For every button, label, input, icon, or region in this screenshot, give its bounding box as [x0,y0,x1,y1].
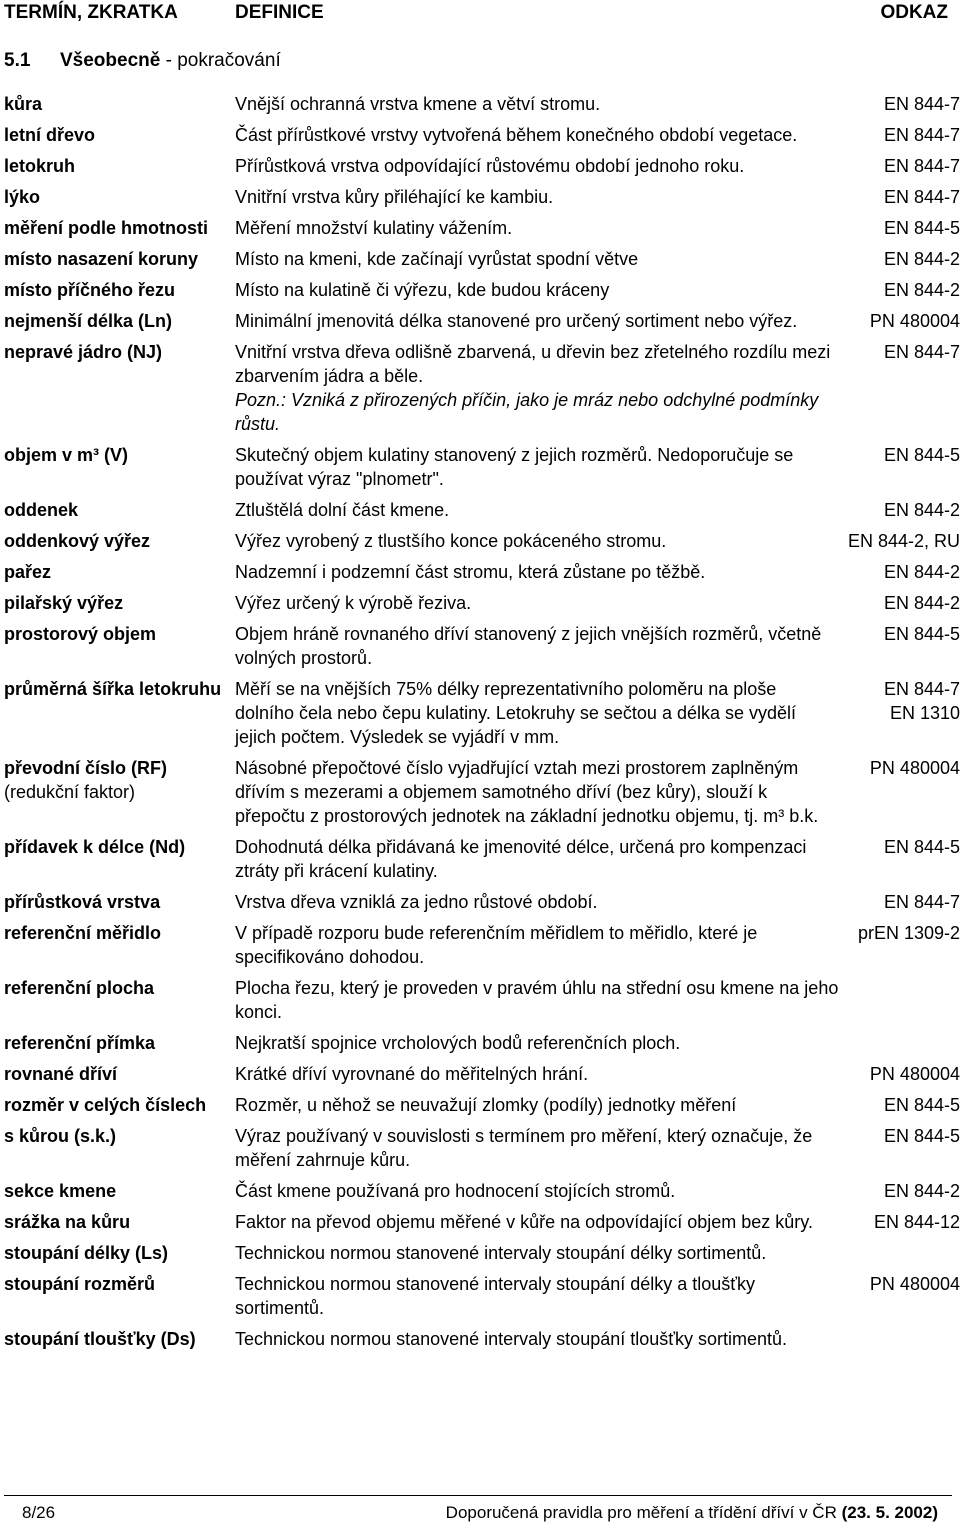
entry-term-text: přídavek k délce (Nd) [4,837,186,857]
entry-reference: EN 844-2 [883,249,960,269]
entry-definition [235,1062,840,1086]
entry-reference: EN 844-7 EN 1310 [883,679,960,723]
entry-definition-text: Rozměr, u něhož se neuvažují zlomky (podíly) jednotky měření [235,1095,737,1115]
entry-definition-text: Výřez vyrobený z tlustšího konce pokáceného stromu. [235,531,667,551]
glossary-entry [0,1241,960,1265]
entry-term-text: stoupání délky (Ls) [4,1243,169,1263]
entry-term-text: převodní číslo (RF) [4,758,168,778]
entry-reference: EN 844-2 [883,280,960,300]
glossary-entry [0,278,960,302]
header-definition: DEFINICE [235,2,324,23]
entry-definition-text: Ztluštělá dolní část kmene. [235,500,450,520]
entry-definition-text: Plocha řezu, který je proveden v pravém úhlu na střední osu kmene na jeho konci. [235,978,839,1022]
entry-term-text: letní dřevo [4,125,96,145]
entry-term [4,921,229,945]
header-reference: ODKAZ [880,2,948,23]
footer-divider [4,1495,952,1496]
entry-term [4,890,229,914]
entry-reference: EN 844-2 [883,1181,960,1201]
glossary-entry [0,921,960,969]
entry-definition-text: Násobné přepočtové číslo vyjadřující vztah mezi prostorem zaplněným dřívím s mezerami a objemem samotného dříví (bez kůry), slouží k přepočtu z prostorových jednotek na základní jednotku objemu, tj. m³ b.k. [235,758,819,826]
entry-term-text: s kůrou (s.k.) [4,1126,117,1146]
glossary-entry [0,443,960,491]
entry-definition-text: Objem hráně rovnaného dříví stanovený z jejich vnějších rozměrů, včetně volných prostorů. [235,624,822,668]
entry-term [4,185,229,209]
glossary-entry [0,976,960,1024]
entry-definition-text: V případě rozporu bude referenčním měřidlem to měřidlo, které je specifikováno dohodou. [235,923,758,967]
entry-reference: EN 844-5 [883,218,960,238]
entry-reference: PN 480004 [869,311,960,331]
page-number: 8/26 [22,1503,56,1522]
entry-term-text: pilařský výřez [4,593,124,613]
entry-definition [235,1124,840,1172]
entry-definition-text: Skutečný objem kulatiny stanovený z jejich rozměrů. Nedoporučuje se používat výraz "plnometr". [235,445,794,489]
entry-term [4,677,229,701]
entry-definition [235,340,840,436]
entry-term [4,560,229,584]
entry-reference: EN 844-7 [883,342,960,362]
entry-term [4,1062,229,1086]
entry-term [4,1272,229,1296]
entry-definition-text: Přírůstková vrstva odpovídající růstovému období jednoho roku. [235,156,745,176]
glossary-list [0,92,960,1358]
entry-definition-text: Místo na kmeni, kde začínají vyrůstat spodní větve [235,249,639,269]
document-title [446,1503,938,1523]
entry-definition [235,278,840,302]
glossary-entry [0,185,960,209]
entry-term [4,92,229,116]
entry-definition-text: Technickou normou stanovené intervaly stoupání délky sortimentů. [235,1243,767,1263]
entry-reference: EN 844-7 [883,187,960,207]
glossary-entry [0,1031,960,1055]
entry-reference: prEN 1309-2 [857,923,960,943]
entry-definition [235,529,840,553]
section-subtitle: - pokračování [165,50,281,71]
entry-definition-text: Faktor na převod objemu měřené v kůře na odpovídající objem bez kůry. [235,1212,813,1232]
glossary-entry [0,835,960,883]
entry-reference: EN 844-2 [883,562,960,582]
entry-definition [235,185,840,209]
entry-term [4,976,229,1000]
entry-definition-text: Technickou normou stanovené intervaly stoupání délky a tloušťky sortimentů. [235,1274,756,1318]
entry-term [4,123,229,147]
glossary-entry [0,677,960,749]
glossary-entry [0,216,960,240]
entry-reference: EN 844-5 [883,1095,960,1115]
entry-term-text: rovnané dříví [4,1064,118,1084]
entry-reference: PN 480004 [869,758,960,778]
entry-definition [235,309,840,333]
entry-reference: PN 480004 [869,1064,960,1084]
entry-reference: PN 480004 [869,1274,960,1294]
entry-term [4,1093,229,1117]
entry-reference: EN 844-7 [883,892,960,912]
entry-term [4,622,229,646]
entry-definition-text: Minimální jmenovitá délka stanovené pro určený sortiment nebo výřez. [235,311,798,331]
entry-definition [235,756,840,828]
entry-term [4,756,229,804]
entry-note: Pozn.: Vzniká z přirozených příčin, jako je mráz nebo odchylné podmínky růstu. [235,390,819,434]
entry-definition [235,154,840,178]
entry-term-text: rozměr v celých číslech [4,1095,207,1115]
entry-definition [235,677,840,749]
entry-term-text: pařez [4,562,52,582]
entry-definition-text: Dohodnutá délka přidávaná ke jmenovité délce, určená pro kompenzaci ztráty při krácení kulatiny. [235,837,807,881]
entry-term [4,278,229,302]
entry-definition-text: Technickou normou stanovené intervaly stoupání tloušťky sortimentů. [235,1329,788,1349]
glossary-entry [0,1272,960,1320]
entry-term-text: prostorový objem [4,624,157,644]
glossary-entry [0,591,960,615]
entry-definition-text: Výraz používaný v souvislosti s termínem pro měření, který označuje, že měření zahrnuje kůru. [235,1126,813,1170]
entry-definition-text: Vnější ochranná vrstva kmene a větví stromu. [235,94,601,114]
entry-term-text: objem v m³ (V) [4,445,129,465]
entry-term-text: srážka na kůru [4,1212,131,1232]
entry-term [4,591,229,615]
entry-term-text: stoupání tloušťky (Ds) [4,1329,196,1349]
entry-definition [235,835,840,883]
entry-definition-text: Vrstva dřeva vzniklá za jedno růstové období. [235,892,598,912]
glossary-entry [0,1124,960,1172]
entry-term [4,443,229,467]
glossary-entry [0,560,960,584]
entry-term-text: místo nasazení koruny [4,249,199,269]
entry-reference: EN 844-2 [883,500,960,520]
entry-term [4,1179,229,1203]
entry-definition [235,976,840,1024]
entry-reference: EN 844-12 [873,1212,960,1232]
entry-definition-text: Nejkratší spojnice vrcholových bodů referenčních ploch. [235,1033,681,1053]
entry-definition [235,890,840,914]
section-title: Všeobecně [60,50,161,71]
glossary-entry [0,309,960,333]
entry-term-text: letokruh [4,156,76,176]
entry-term-text: stoupání rozměrů [4,1274,156,1294]
entry-reference: EN 844-2, RU [847,531,960,551]
entry-term [4,1241,229,1265]
glossary-entry [0,92,960,116]
entry-definition-text: Měření množství kulatiny vážením. [235,218,513,238]
glossary-entry [0,247,960,271]
entry-definition-text: Místo na kulatině či výřezu, kde budou kráceny [235,280,610,300]
entry-term-text: průměrná šířka letokruhu [4,679,222,699]
entry-definition [235,591,840,615]
entry-definition [235,1241,840,1265]
entry-term [4,1124,229,1148]
glossary-entry [0,1327,960,1351]
glossary-entry [0,1093,960,1117]
entry-definition-text: Krátké dříví vyrovnané do měřitelných hrání. [235,1064,589,1084]
entry-term-text: sekce kmene [4,1181,117,1201]
glossary-entry [0,154,960,178]
entry-term-text: lýko [4,187,41,207]
entry-term [4,1031,229,1055]
entry-definition-text: Vnitřní vrstva dřeva odlišně zbarvená, u dřevin bez zřetelného rozdílu mezi zbarvením jádra a běle. [235,342,831,386]
header-term: TERMÍN, ZKRATKA [4,2,178,23]
entry-term-alt: (redukční faktor) [4,782,136,802]
entry-definition [235,1179,840,1203]
entry-reference: EN 844-5 [883,1126,960,1146]
document-name: Doporučená pravidla pro měření a třídění dříví v ČR [445,1503,837,1522]
glossary-entry [0,529,960,553]
entry-definition [235,247,840,271]
entry-term [4,309,229,333]
entry-term [4,216,229,240]
entry-reference: EN 844-5 [883,837,960,857]
entry-definition [235,216,840,240]
glossary-entry [0,622,960,670]
entry-definition [235,123,840,147]
glossary-entry [0,756,960,828]
entry-definition-text: Nadzemní i podzemní část stromu, která zůstane po těžbě. [235,562,706,582]
entry-reference: EN 844-7 [883,94,960,114]
entry-term [4,340,229,364]
glossary-entry [0,1210,960,1234]
entry-reference: EN 844-5 [883,445,960,465]
entry-term [4,1210,229,1234]
entry-reference: EN 844-7 [883,125,960,145]
section-number: 5.1 [4,50,31,71]
glossary-entry [0,1062,960,1086]
entry-definition-text: Část přírůstkové vrstvy vytvořená během konečného období vegetace. [235,125,798,145]
entry-reference: EN 844-5 [883,624,960,644]
glossary-entry [0,498,960,522]
entry-definition [235,1272,840,1320]
entry-reference: EN 844-2 [883,593,960,613]
entry-term [4,154,229,178]
glossary-entry [0,340,960,436]
glossary-entry [0,890,960,914]
entry-definition [235,1093,840,1117]
entry-term-text: referenční měřidlo [4,923,162,943]
glossary-entry [0,1179,960,1203]
entry-term-text: kůra [4,94,43,114]
entry-term-text: nejmenší délka (Ln) [4,311,173,331]
entry-term [4,498,229,522]
entry-term-text: nepravé jádro (NJ) [4,342,163,362]
entry-definition [235,92,840,116]
glossary-entry [0,123,960,147]
entry-definition [235,560,840,584]
entry-term-text: přírůstková vrstva [4,892,161,912]
document-date: (23. 5. 2002) [841,1503,938,1522]
entry-definition-text: Výřez určený k výrobě řeziva. [235,593,472,613]
entry-definition [235,498,840,522]
section-heading [4,50,281,72]
entry-term-text: oddenkový výřez [4,531,151,551]
entry-definition-text: Část kmene používaná pro hodnocení stojících stromů. [235,1181,676,1201]
entry-definition [235,443,840,491]
table-header [4,2,948,26]
entry-term-text: referenční přímka [4,1033,156,1053]
entry-definition-text: Vnitřní vrstva kůry přiléhající ke kambiu. [235,187,554,207]
entry-term-text: referenční plocha [4,978,155,998]
entry-term-text: místo příčného řezu [4,280,176,300]
entry-definition [235,1210,840,1234]
entry-term-text: měření podle hmotnosti [4,218,209,238]
entry-definition [235,921,840,969]
entry-definition [235,622,840,670]
entry-term [4,247,229,271]
entry-term [4,1327,229,1351]
entry-term [4,529,229,553]
entry-term-text: oddenek [4,500,79,520]
entry-term [4,835,229,859]
entry-reference: EN 844-7 [883,156,960,176]
entry-definition-text: Měří se na vnějších 75% délky reprezentativního poloměru na ploše dolního čela nebo čepu kulatiny. Letokruhy se sečtou a délka se vydělí jejich počtem. Výsledek se vyjádří v mm. [235,679,797,747]
entry-definition [235,1031,840,1055]
entry-definition [235,1327,840,1351]
